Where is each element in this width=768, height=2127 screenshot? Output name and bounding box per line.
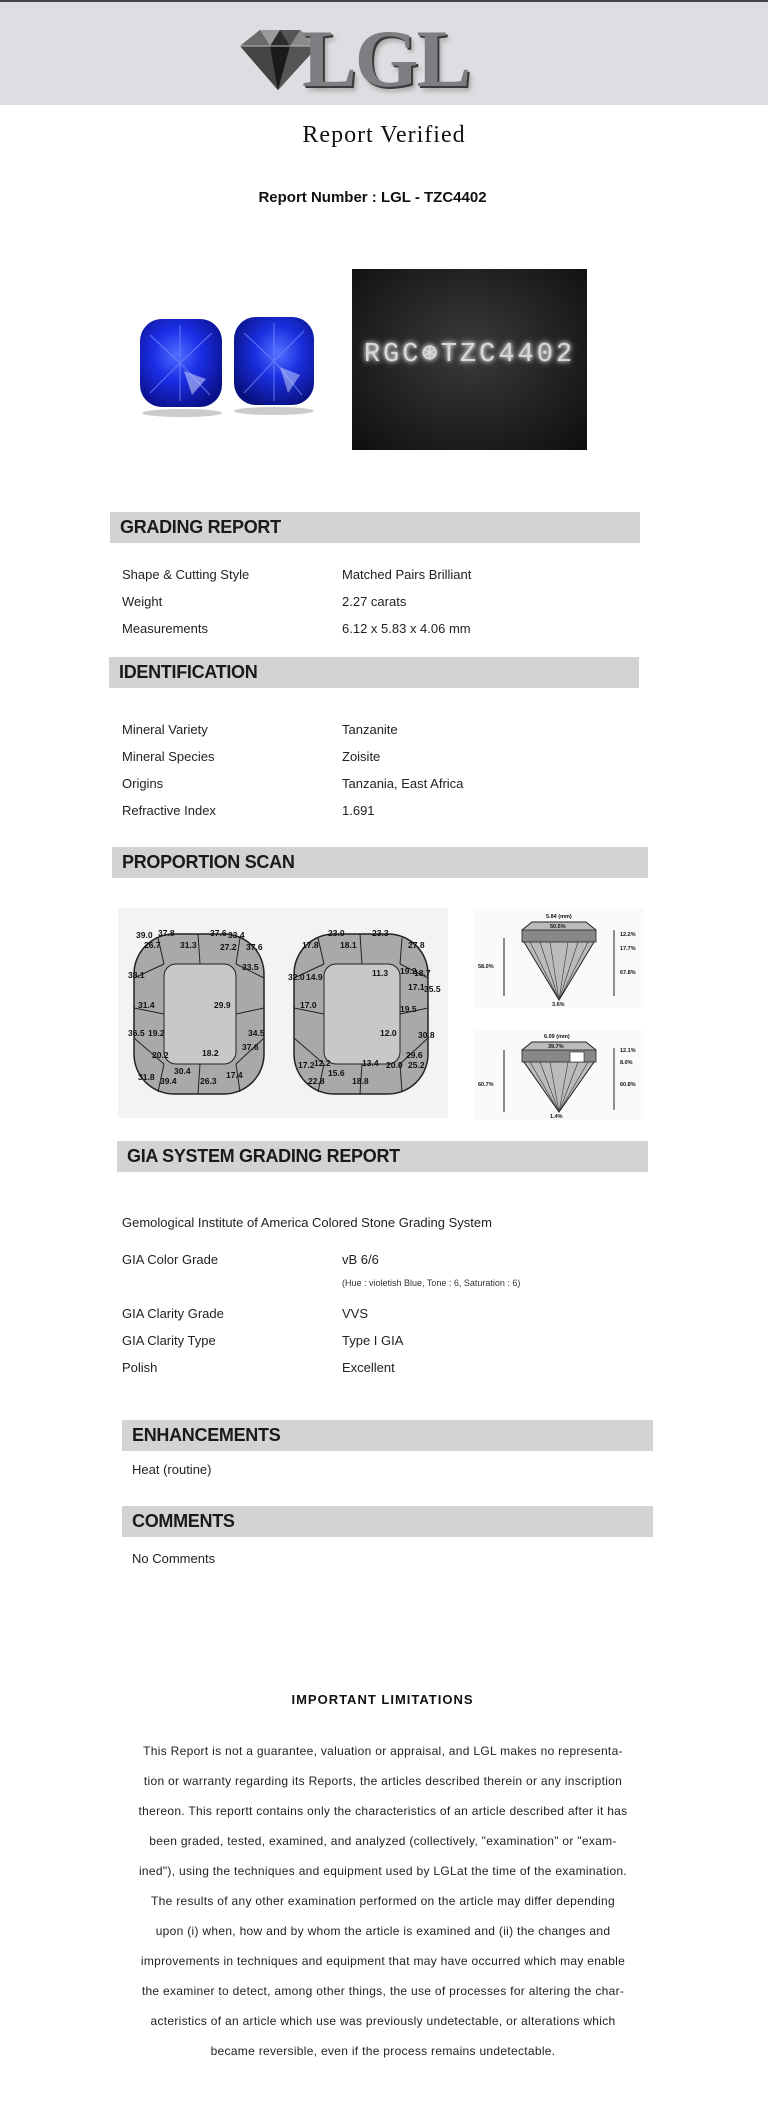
profile-measure-label: 6.09 (mm) (544, 1034, 570, 1040)
profile-measure-label: 1.4% (550, 1114, 563, 1120)
facet-percent-label: 13.4 (362, 1058, 379, 1068)
facet-percent-label: 30.4 (174, 1066, 191, 1076)
gia-row-label: GIA Color Grade (122, 1252, 219, 1267)
facet-percent-label: 32.0 (288, 972, 305, 982)
gia-color-note: (Hue : violetish Blue, Tone : 6, Saturation : 6) (342, 1278, 521, 1288)
report-number: Report Number : LGL - TZC4402 (258, 189, 487, 206)
facet-percent-label: 11.3 (372, 968, 389, 978)
facet-percent-label: 14.9 (306, 972, 323, 982)
gia-row-value: vB 6/6 (342, 1252, 379, 1267)
profile-measure-label: 67.8% (620, 970, 636, 976)
limitations-line: improvements in techniques and equipment that may have occurred which may enable (140, 1954, 626, 1968)
facet-percent-label: 19.5 (400, 1004, 417, 1014)
facet-percent-label: 31.3 (180, 940, 197, 950)
profile-measure-label: 58.0% (478, 964, 494, 970)
facet-percent-label: 34.5 (248, 1028, 265, 1038)
facet-percent-label: 17.0 (300, 1000, 317, 1010)
facet-percent-label: 17.4 (226, 1070, 243, 1080)
profile-measure-label: 60.8% (620, 1082, 636, 1088)
gemstone-photo (130, 275, 316, 450)
gia-grading-heading: GIA SYSTEM GRADING REPORT (117, 1141, 648, 1172)
profile-diagram-bottom (474, 1030, 644, 1120)
facet-percent-label: 12.2 (314, 1058, 331, 1068)
facet-percent-label: 33.5 (242, 962, 259, 972)
facet-percent-label: 18.1 (340, 940, 357, 950)
limitations-line: been graded, tested, examined, and analyzed (collectively, "examination" or "exam- (149, 1834, 617, 1848)
grading-row-value: 6.12 x 5.83 x 4.06 mm (342, 621, 471, 636)
profile-measure-label: 60.7% (478, 1082, 494, 1088)
limitations-line: The results of any other examination performed on the article may differ depending (151, 1894, 615, 1908)
facet-percent-label: 19.2 (148, 1028, 165, 1038)
header-banner (0, 0, 768, 105)
facet-percent-label: 18.2 (202, 1048, 219, 1058)
profile-measure-label: 3.6% (552, 1002, 565, 1008)
facet-percent-label: 26.7 (144, 940, 161, 950)
facet-percent-label: 27.2 (220, 942, 237, 952)
limitations-line: ined"), using the techniques and equipment used by LGLat the time of the examination. (138, 1864, 628, 1878)
identification-row-value: Tanzania, East Africa (342, 776, 464, 791)
gia-system-name: Gemological Institute of America Colored Stone Grading System (122, 1215, 492, 1230)
profile-measure-label: 12.2% (620, 932, 636, 938)
facet-percent-label: 37.6 (210, 928, 227, 938)
logo-text: LGL (302, 13, 470, 104)
lgl-logo[interactable] (232, 13, 492, 104)
facet-percent-label: 26.3 (200, 1076, 217, 1086)
identification-row-label: Refractive Index (122, 803, 216, 818)
gia-row-value: Excellent (342, 1360, 395, 1375)
limitations-line: This Report is not a guarantee, valuation or appraisal, and LGL makes no representa- (143, 1744, 623, 1758)
gia-row-label: GIA Clarity Grade (122, 1306, 224, 1321)
proportion-scan-diagram (118, 908, 448, 1118)
profile-measure-label: 5.84 (mm) (546, 914, 572, 920)
identification-heading: IDENTIFICATION (109, 657, 639, 688)
laser-inscription-photo (352, 269, 587, 450)
gia-row-value: VVS (342, 1306, 369, 1321)
identification-row-value: Tanzanite (342, 722, 398, 737)
facet-percent-label: 35.5 (424, 984, 441, 994)
limitations-line: upon (i) when, how and by whom the article is examined and (ii) the changes and (155, 1924, 611, 1938)
grading-row-label: Shape & Cutting Style (122, 567, 250, 582)
comments-heading: COMMENTS (122, 1506, 653, 1537)
identification-row-label: Origins (122, 776, 164, 791)
limitations-line: became reversible, even if the process remains undetectable. (210, 2044, 556, 2058)
gia-row-label: Polish (122, 1360, 158, 1375)
facet-percent-label: 37.6 (246, 942, 263, 952)
facet-percent-label: 33.4 (228, 930, 245, 940)
limitations-line: tion or warranty regarding its Reports, the articles described therein or any inscription (143, 1774, 623, 1788)
facet-percent-label: 36.5 (128, 1028, 145, 1038)
facet-percent-label: 37.8 (158, 928, 175, 938)
limitations-title: IMPORTANT LIMITATIONS (291, 1692, 474, 1707)
enhancements-text: Heat (routine) (132, 1462, 212, 1477)
identification-row-value: Zoisite (342, 749, 381, 764)
profile-measure-label: 8.0% (620, 1060, 633, 1066)
proportion-scan-heading: PROPORTION SCAN (112, 847, 648, 878)
facet-percent-label: 15.6 (328, 1068, 345, 1078)
facet-percent-label: 31.4 (138, 1000, 155, 1010)
grading-row-value: Matched Pairs Brilliant (342, 567, 472, 582)
facet-percent-label: 20.2 (152, 1050, 169, 1060)
profile-measure-label: 39.7% (548, 1044, 564, 1050)
profile-measure-label: 12.1% (620, 1048, 636, 1054)
facet-percent-label: 18.7 (414, 968, 431, 978)
facet-percent-label: 29.9 (214, 1000, 231, 1010)
profile-measure-label: 50.5% (550, 924, 566, 930)
facet-percent-label: 19.2 (400, 966, 417, 976)
facet-percent-label: 23.3 (372, 928, 389, 938)
grading-row-label: Weight (122, 594, 163, 609)
grading-report-heading: GRADING REPORT (110, 512, 640, 543)
facet-percent-label: 22.8 (308, 1076, 325, 1086)
profile-diagram-top (474, 908, 644, 1008)
facet-percent-label: 29.6 (406, 1050, 423, 1060)
gia-row-label: GIA Clarity Type (122, 1333, 216, 1348)
inscription-text: RGC⊛TZC4402 (363, 340, 576, 370)
enhancements-heading: ENHANCEMENTS (122, 1420, 653, 1451)
facet-percent-label: 38.1 (128, 970, 145, 980)
facet-percent-label: 17.2 (298, 1060, 315, 1070)
grading-row-value: 2.27 carats (342, 594, 407, 609)
facet-percent-label: 17.8 (302, 940, 319, 950)
facet-percent-label: 23.0 (328, 928, 345, 938)
limitations-line: thereon. This reportt contains only the characteristics of an article described after it has (138, 1804, 628, 1818)
facet-percent-label: 12.0 (380, 1028, 397, 1038)
grading-row-label: Measurements (122, 621, 208, 636)
facet-percent-label: 20.0 (386, 1060, 403, 1070)
facet-percent-label: 17.1 (408, 982, 425, 992)
facet-percent-label: 27.8 (408, 940, 425, 950)
facet-percent-label: 39.0 (136, 930, 153, 940)
profile-measure-label: 17.7% (620, 946, 636, 952)
facet-percent-label: 18.8 (352, 1076, 369, 1086)
facet-percent-label: 30.8 (418, 1030, 435, 1040)
facet-percent-label: 39.4 (160, 1076, 177, 1086)
facet-percent-label: 31.8 (138, 1072, 155, 1082)
identification-row-label: Mineral Variety (122, 722, 208, 737)
identification-row-label: Mineral Species (122, 749, 215, 764)
limitations-text (118, 1736, 648, 2066)
limitations-line: acteristics of an article which use was previously undetectable, or alterations which (150, 2014, 616, 2028)
page-title: Report Verified (302, 122, 466, 148)
limitations-line: the examiner to detect, among other things, the use of processes for altering the char- (141, 1984, 625, 1998)
gia-row-value: Type I GIA (342, 1333, 404, 1348)
facet-percent-label: 25.2 (408, 1060, 425, 1070)
comments-text: No Comments (132, 1551, 216, 1566)
identification-row-value: 1.691 (342, 803, 375, 818)
facet-percent-label: 37.6 (242, 1042, 259, 1052)
